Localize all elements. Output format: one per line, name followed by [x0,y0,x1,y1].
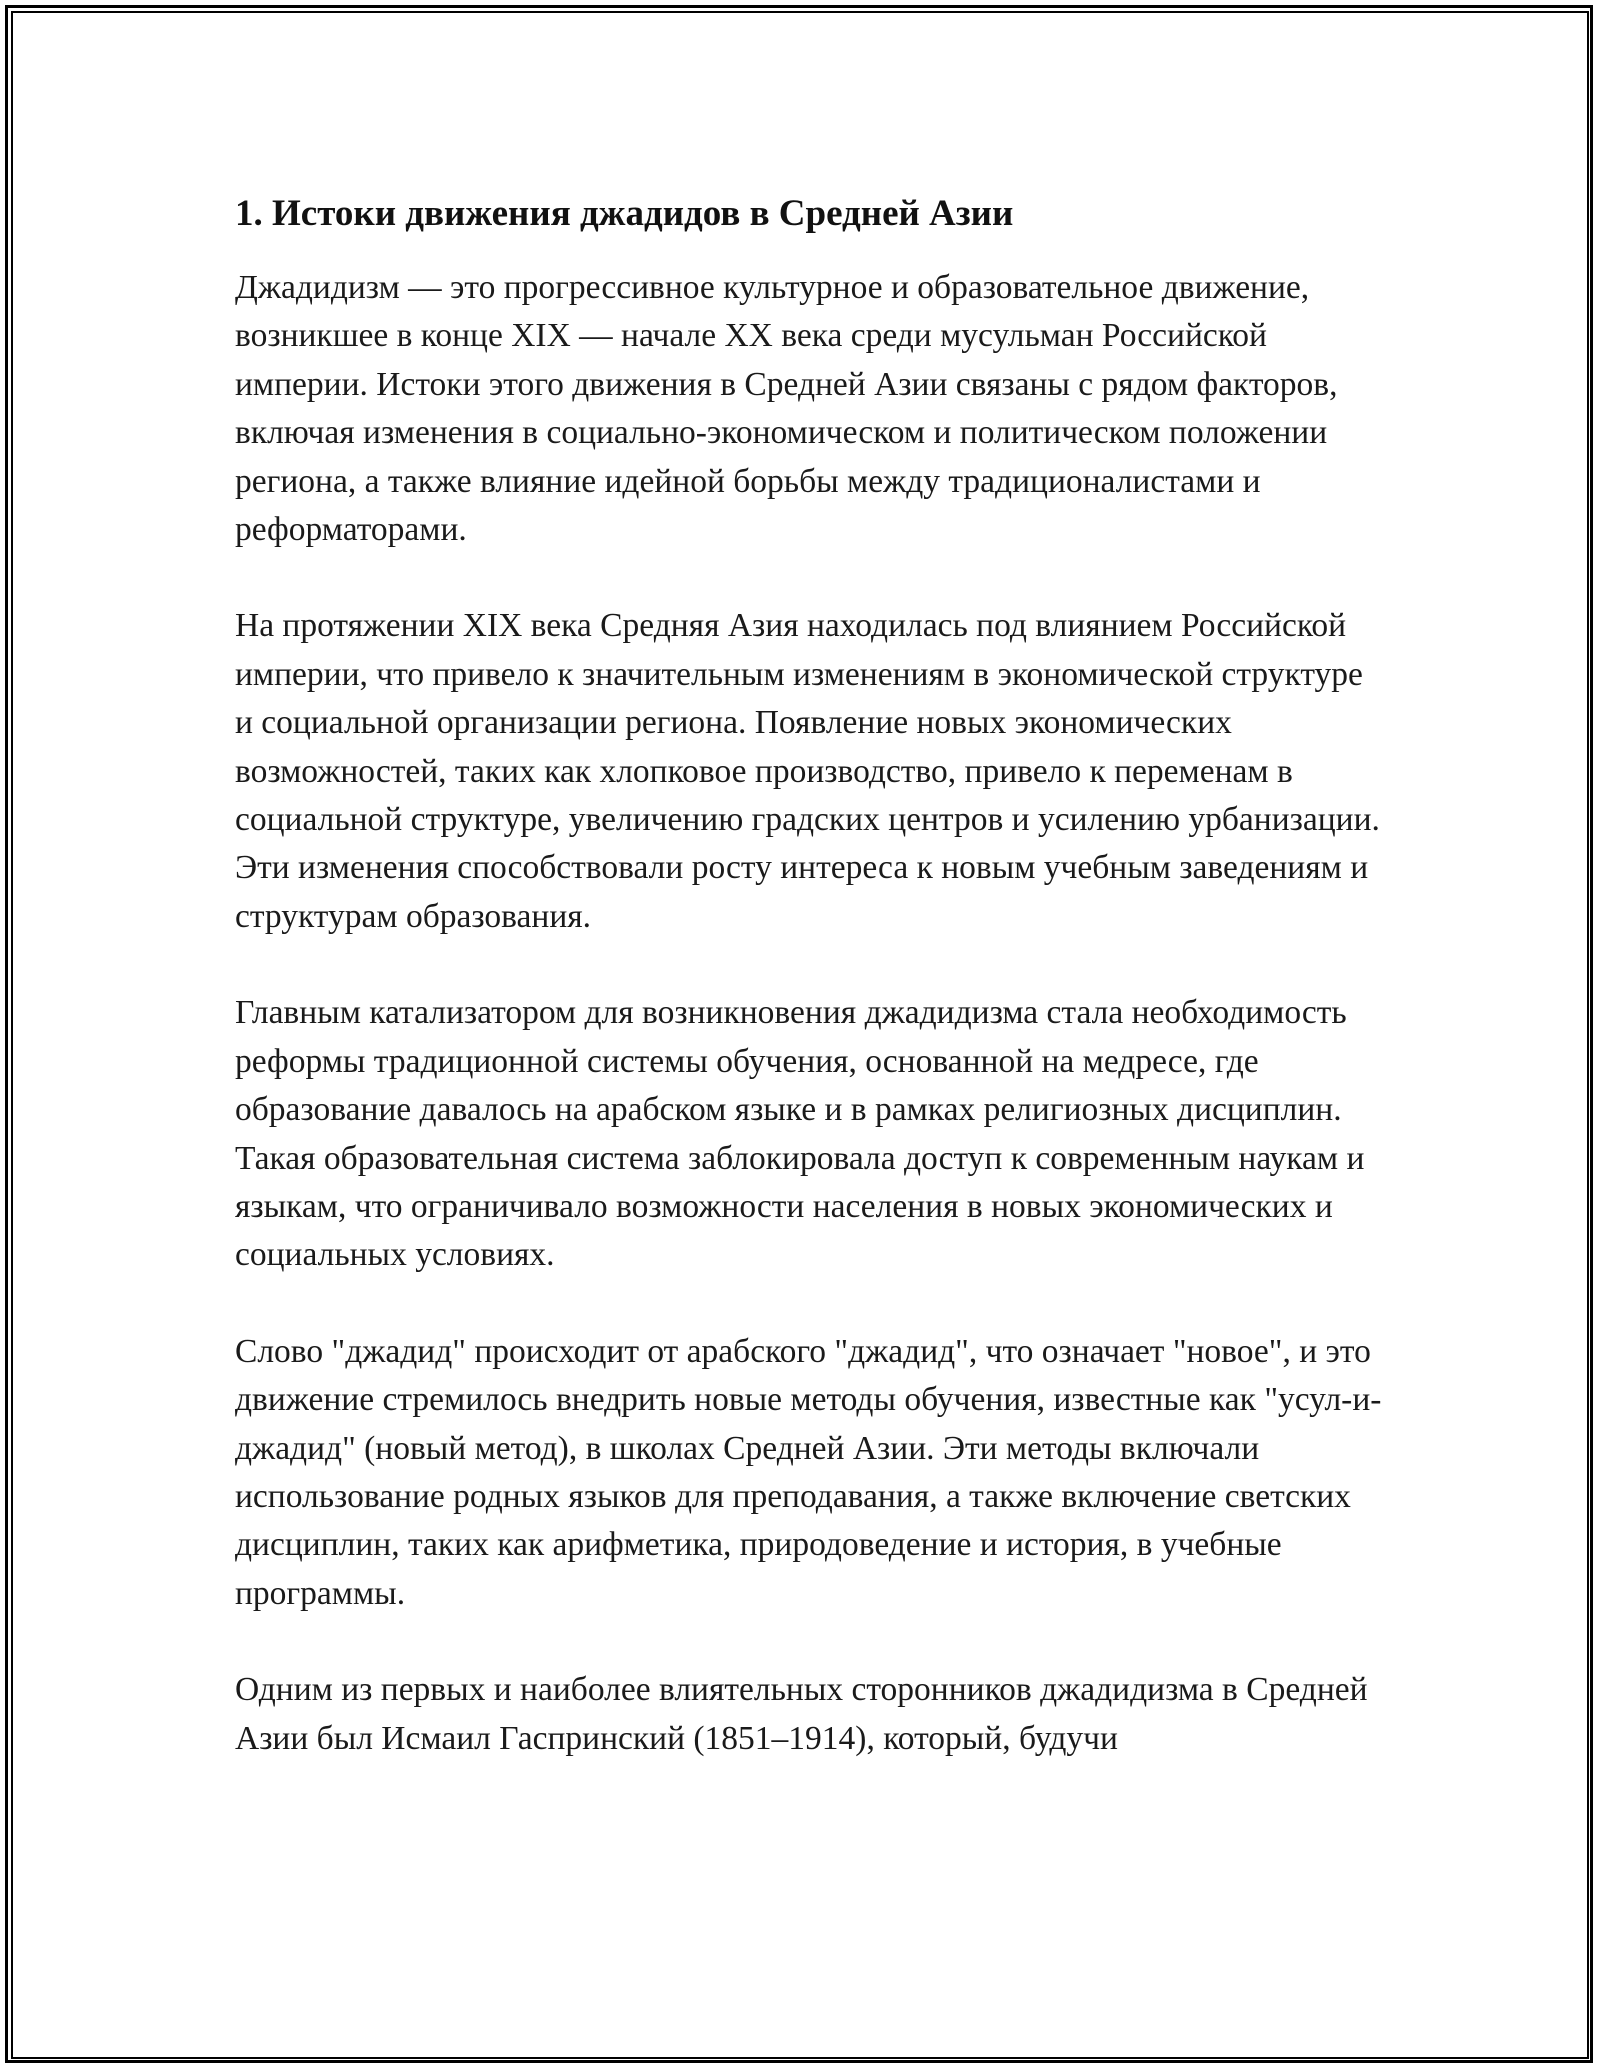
paragraph-1: Джадидизм — это прогрессивное культурное и образовательное движение, возникшее в конце XIX — начале XX века среди мусульман Российской империи. Истоки этого движения в Средней Азии связаны с рядом факторов, включая изменения в социально-экономическом и политическом положении региона, а также влияние идейной борьбы между традиционалистами и реформаторами. [235,269,1338,549]
paragraph-4: Слово "джадид" происходит от арабского "джадид", что означает "новое", и это движение стремилось внедрить новые методы обучения, известные как "усул-и-джадид" (новый метод), в школах Средней Азии. Эти методы включали использование родных языков для преподавания, а также включение светских дисциплин, таких как арифметика, природоведение и история, в учебные программы. [235,1332,1382,1612]
paragraph-3: Главным катализатором для возникновения джадидизма стала необходимость реформы традиционной системы обучения, основанной на медресе, где образование давалось на арабском языке и в рамках религиозных дисциплин. Такая образовательная система заблокировала доступ к современным наукам и языкам, что ограничивало возможности населения в новых экономических и социальных условиях. [235,994,1365,1274]
paragraph-2: На протяжении XIX века Средняя Азия находилась под влиянием Российской империи, что привело к значительным изменениям в экономической структуре и социальной организации региона. Появление новых экономических возможностей, таких как хлопковое производство, привело к переменам в социальной структуре, увеличению градских центров и усилению урбанизации. Эти изменения способствовали росту интереса к новым учебным заведениям и структурам образования. [235,607,1380,935]
paragraph-5: Одним из первых и наиболее влиятельных сторонников джадидизма в Средней Азии был Исмаил Гаспринский (1851–1914), который, будучи [235,1671,1368,1757]
document-body [235,190,1385,1811]
section-heading: 1. Истоки движения джадидов в Средней Азии [235,193,1014,234]
